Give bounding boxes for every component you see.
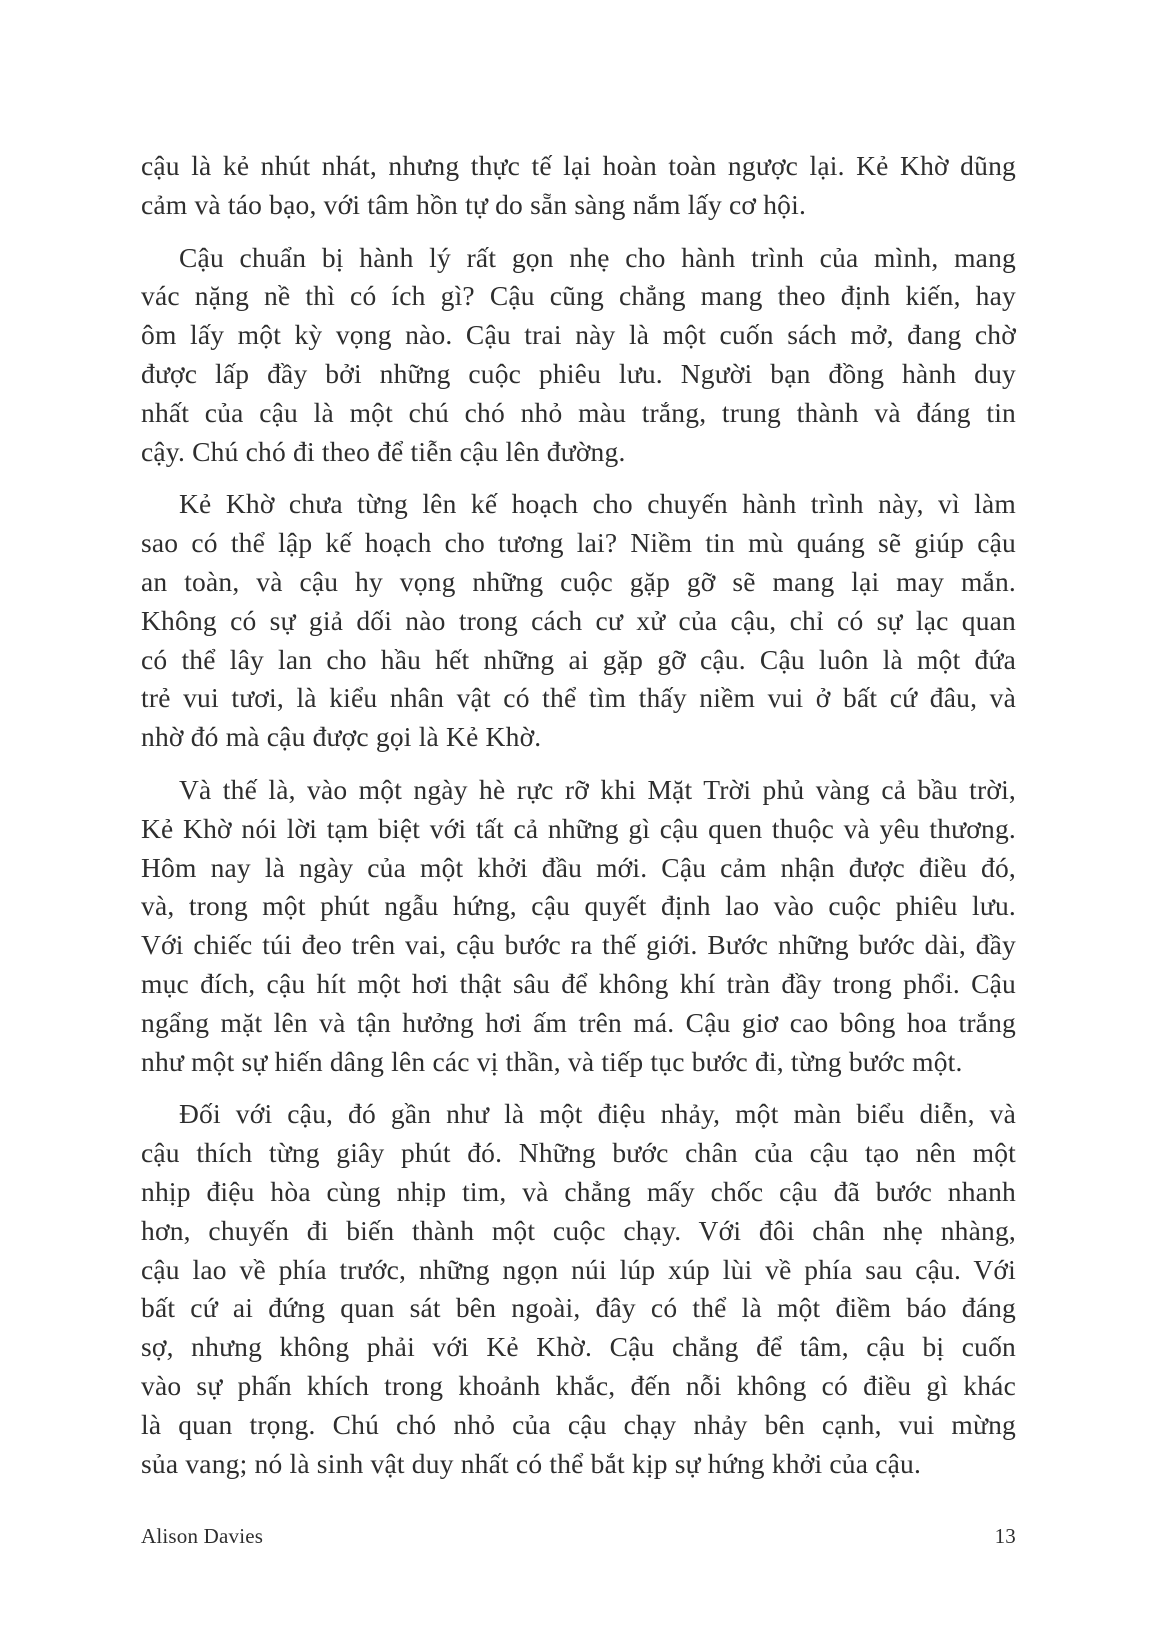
text-line: mục đích, cậu hít một hơi thật sâu để không khí tràn đầy trong phổi. Cậu [141,967,1016,999]
text-line: có thể lây lan cho hầu hết những ai gặp gỡ cậu. Cậu luôn là một đứa [141,643,1016,675]
text-line: sợ, nhưng không phải với Kẻ Khờ. Cậu chẳng để tâm, cậu bị cuốn [141,1331,1016,1363]
text-line: cậu lao về phía trước, những ngọn núi lúp xúp lùi về phía sau cậu. Với [141,1253,1016,1285]
text-line: Với chiếc túi đeo trên vai, cậu bước ra thế giới. Bước những bước dài, đầy [141,929,1016,961]
text-line: sủa vang; nó là sinh vật duy nhất có thể bắt kịp sự hứng khởi của cậu. [141,1447,922,1479]
footer-page-number: 13 [994,1524,1016,1548]
text-line: là quan trọng. Chú chó nhỏ của cậu chạy nhảy bên cạnh, vui mừng [141,1408,1016,1440]
text-line: Kẻ Khờ chưa từng lên kế hoạch cho chuyến hành trình này, vì làm [179,488,1016,520]
footer-author: Alison Davies [141,1524,264,1548]
paragraph [141,239,1016,472]
text-line: nhịp điệu hòa cùng nhịp tim, và chẳng mấy chốc cậu đã bước nhanh [141,1175,1016,1207]
text-line: cảm và táo bạo, với tâm hồn tự do sẵn sàng nắm lấy cơ hội. [141,188,807,220]
text-line: cậu là kẻ nhút nhát, nhưng thực tế lại hoàn toàn ngược lại. Kẻ Khờ dũng [141,150,1016,181]
text-line: Kẻ Khờ nói lời tạm biệt với tất cả những gì cậu quen thuộc và yêu thương. [141,812,1016,844]
text-line: Không có sự giả dối nào trong cách cư xử của cậu, chỉ có sự lạc quan [141,604,1016,636]
text-line: hơn, chuyến đi biến thành một cuộc chạy. Với đôi chân nhẹ nhàng, [141,1214,1016,1246]
page-footer [141,1523,1016,1549]
text-line: nhờ đó mà cậu được gọi là Kẻ Khờ. [141,721,542,753]
text-line: bất cứ ai đứng quan sát bên ngoài, đây có thể là một điềm báo đáng [141,1292,1016,1324]
text-line: nhất của cậu là một chú chó nhỏ màu trắng, trung thành và đáng tin [141,396,1016,428]
text-line: trẻ vui tươi, là kiểu nhân vật có thể tìm thấy niềm vui ở bất cứ đâu, và [141,682,1016,714]
text-line: và, trong một phút ngẫu hứng, cậu quyết định lao vào cuộc phiêu lưu. [141,890,1016,922]
text-line: cậy. Chú chó đi theo để tiễn cậu lên đường. [141,435,626,467]
text-line: Hôm nay là ngày của một khởi đầu mới. Cậu cảm nhận được điều đó, [141,851,1016,883]
paragraph [141,771,1016,1081]
text-line: vào sự phấn khích trong khoảnh khắc, đến nỗi không có điều gì khác [141,1369,1016,1401]
paragraph [141,1095,1016,1483]
text-line: ôm lấy một kỳ vọng nào. Cậu trai này là một cuốn sách mở, đang chờ [141,319,1016,351]
paragraph [141,147,1016,225]
text-line: cậu thích từng giây phút đó. Những bước chân của cậu tạo nên một [141,1137,1016,1169]
body-text [141,147,1016,1497]
text-line: an toàn, và cậu hy vọng những cuộc gặp gỡ sẽ mang lại may mắn. [141,565,1016,597]
paragraph [141,485,1016,757]
text-line: vác nặng nề thì có ích gì? Cậu cũng chẳng mang theo định kiến, hay [141,280,1016,312]
text-line: được lấp đầy bởi những cuộc phiêu lưu. Người bạn đồng hành duy [141,357,1016,389]
text-line: Cậu chuẩn bị hành lý rất gọn nhẹ cho hành trình của mình, mang [179,241,1016,273]
text-line: sao có thể lập kế hoạch cho tương lai? Niềm tin mù quáng sẽ giúp cậu [141,527,1016,559]
text-line: Và thế là, vào một ngày hè rực rỡ khi Mặt Trời phủ vàng cả bầu trời, [179,773,1016,805]
text-line: Đối với cậu, đó gần như là một điệu nhảy, một màn biểu diễn, và [179,1098,1016,1130]
text-line: như một sự hiến dâng lên các vị thần, và tiếp tục bước đi, từng bước một. [141,1045,963,1077]
text-line: ngẩng mặt lên và tận hưởng hơi ấm trên má. Cậu giơ cao bông hoa trắng [141,1006,1016,1038]
